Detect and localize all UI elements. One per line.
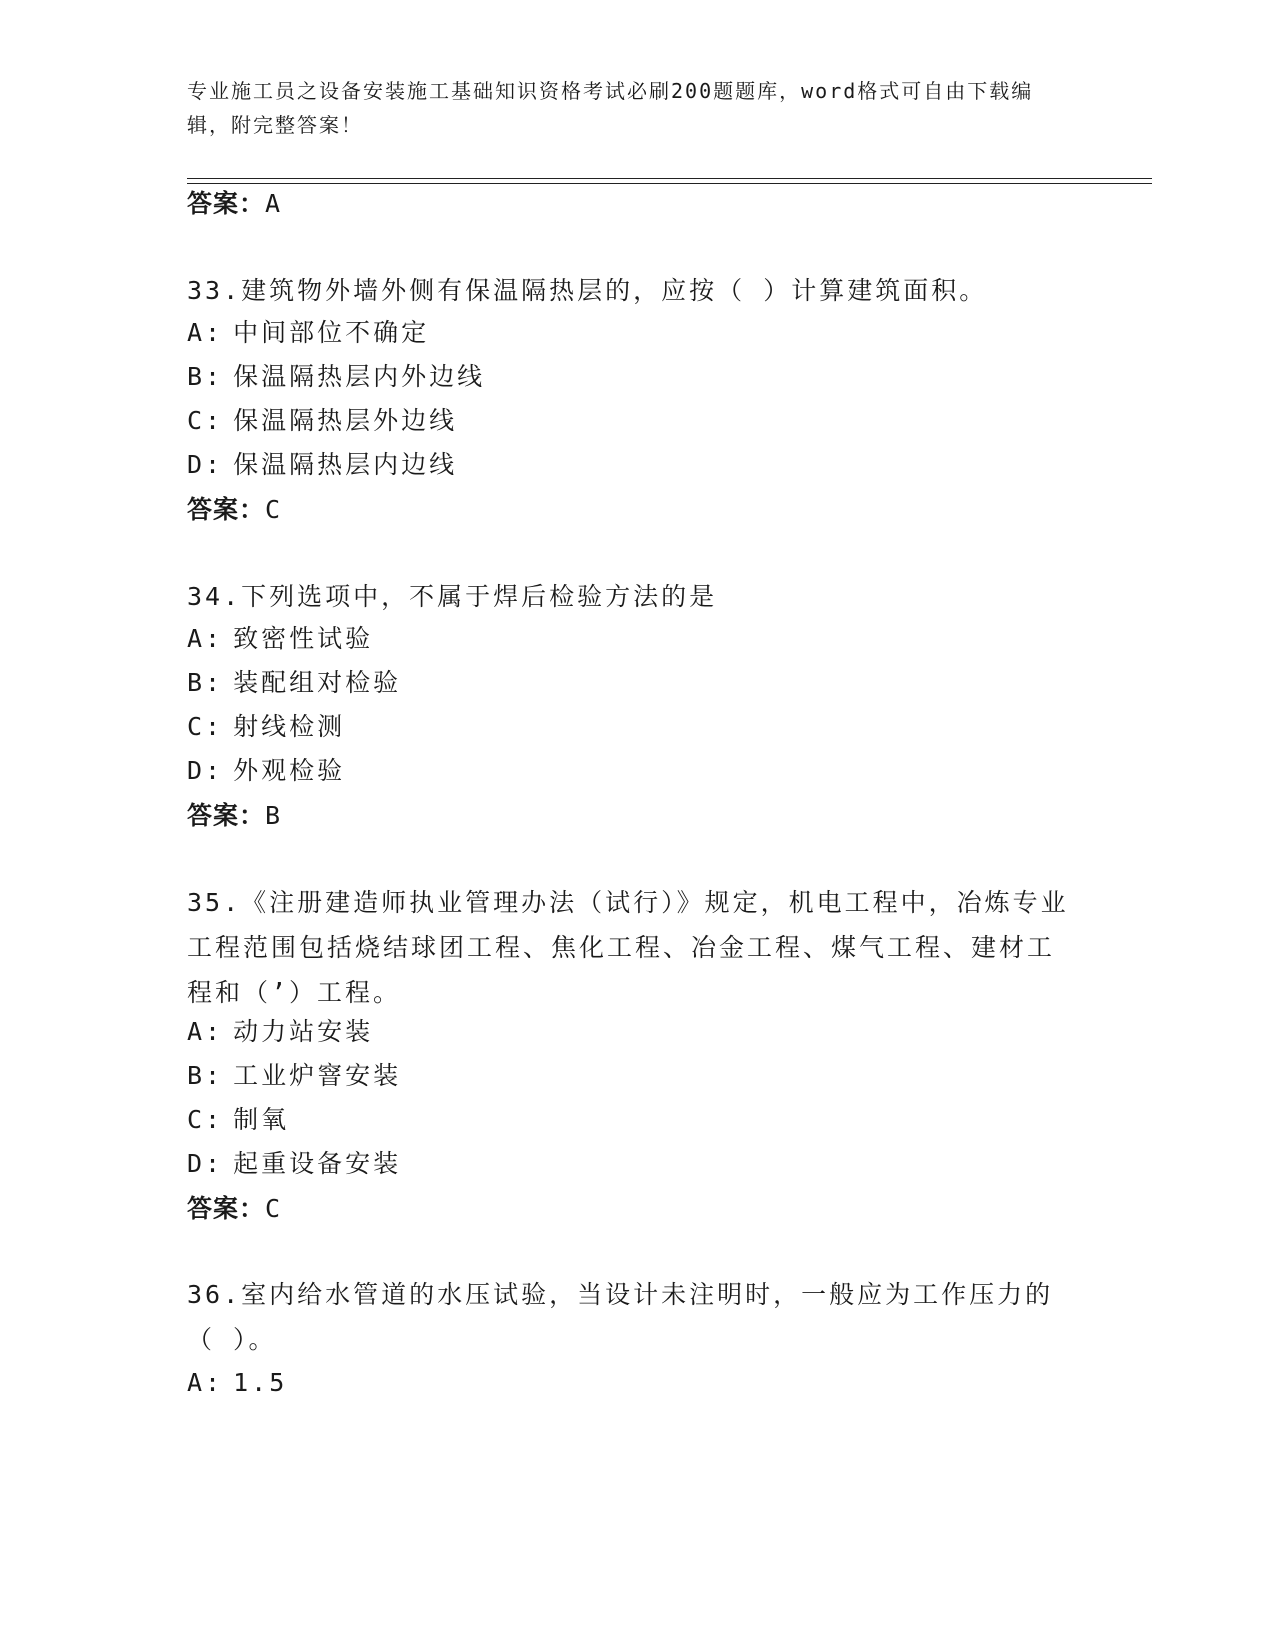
answer-label: 答案： — [187, 495, 266, 524]
answer-value: A — [265, 189, 282, 218]
option-text: 外观检验 — [233, 756, 346, 785]
option-text: 保温隔热层外边线 — [233, 406, 458, 435]
document-header: 专业施工员之设备安装施工基础知识资格考试必刷200题题库，word格式可自由下载编辑，附完整答案！ — [187, 79, 1034, 137]
option-a — [187, 623, 373, 655]
option-text: 制氧 — [233, 1105, 290, 1134]
option-a — [187, 317, 429, 349]
option-text: 中间部位不确定 — [233, 318, 430, 347]
answer-line — [187, 494, 281, 526]
option-key: B: — [187, 668, 224, 697]
option-b — [187, 361, 485, 393]
question-34: 34.下列选项中，不属于焊后检验方法的是 — [187, 582, 718, 611]
option-d — [187, 1148, 401, 1180]
option-key: C: — [187, 406, 224, 435]
option-key: C: — [187, 1105, 224, 1134]
option-b — [187, 667, 401, 699]
option-a — [187, 1367, 287, 1399]
option-text: 起重设备安装 — [233, 1149, 402, 1178]
option-text: 致密性试验 — [233, 624, 374, 653]
answer-label: 答案： — [187, 801, 266, 830]
option-c — [187, 711, 345, 743]
option-key: D: — [187, 1149, 224, 1178]
option-text: 工业炉窨安装 — [233, 1061, 402, 1090]
option-c — [187, 1104, 289, 1136]
answer-label: 答案： — [187, 189, 266, 218]
option-key: B: — [187, 1061, 224, 1090]
option-key: A: — [187, 1017, 224, 1046]
option-key: B: — [187, 362, 224, 391]
option-c — [187, 405, 457, 437]
option-key: D: — [187, 756, 224, 785]
option-b — [187, 1060, 401, 1092]
answer-label: 答案： — [187, 1194, 266, 1223]
option-d — [187, 755, 345, 787]
question-33: 33.建筑物外墙外侧有保温隔热层的，应按（ ）计算建筑面积。 — [187, 276, 988, 305]
answer-line — [187, 800, 281, 832]
option-key: C: — [187, 712, 224, 741]
answer-line — [187, 1193, 281, 1225]
answer-line — [187, 188, 281, 220]
answer-value: B — [265, 801, 282, 830]
question-35: 35.《注册建造师执业管理办法（试行）》规定，机电工程中，冶炼专业工程范围包括烧结球团工程、焦化工程、冶金工程、煤气工程、建材工程和（’）工程。 — [187, 888, 1069, 1007]
option-key: A: — [187, 1368, 224, 1397]
answer-value: C — [265, 1194, 282, 1223]
option-key: A: — [187, 624, 224, 653]
option-a — [187, 1016, 373, 1048]
option-text: 动力站安装 — [233, 1017, 374, 1046]
option-text: 保温隔热层内外边线 — [233, 362, 486, 391]
header-divider-secondary — [187, 183, 1152, 184]
question-36: 36.室内给水管道的水压试验，当设计未注明时，一般应为工作压力的（ ）。 — [187, 1280, 1054, 1354]
option-d — [187, 449, 457, 481]
header-divider — [187, 178, 1152, 179]
option-text: 保温隔热层内边线 — [233, 450, 458, 479]
option-key: D: — [187, 450, 224, 479]
option-key: A: — [187, 318, 224, 347]
option-text: 1.5 — [233, 1368, 288, 1397]
option-text: 射线检测 — [233, 712, 346, 741]
answer-value: C — [265, 495, 282, 524]
option-text: 装配组对检验 — [233, 668, 402, 697]
